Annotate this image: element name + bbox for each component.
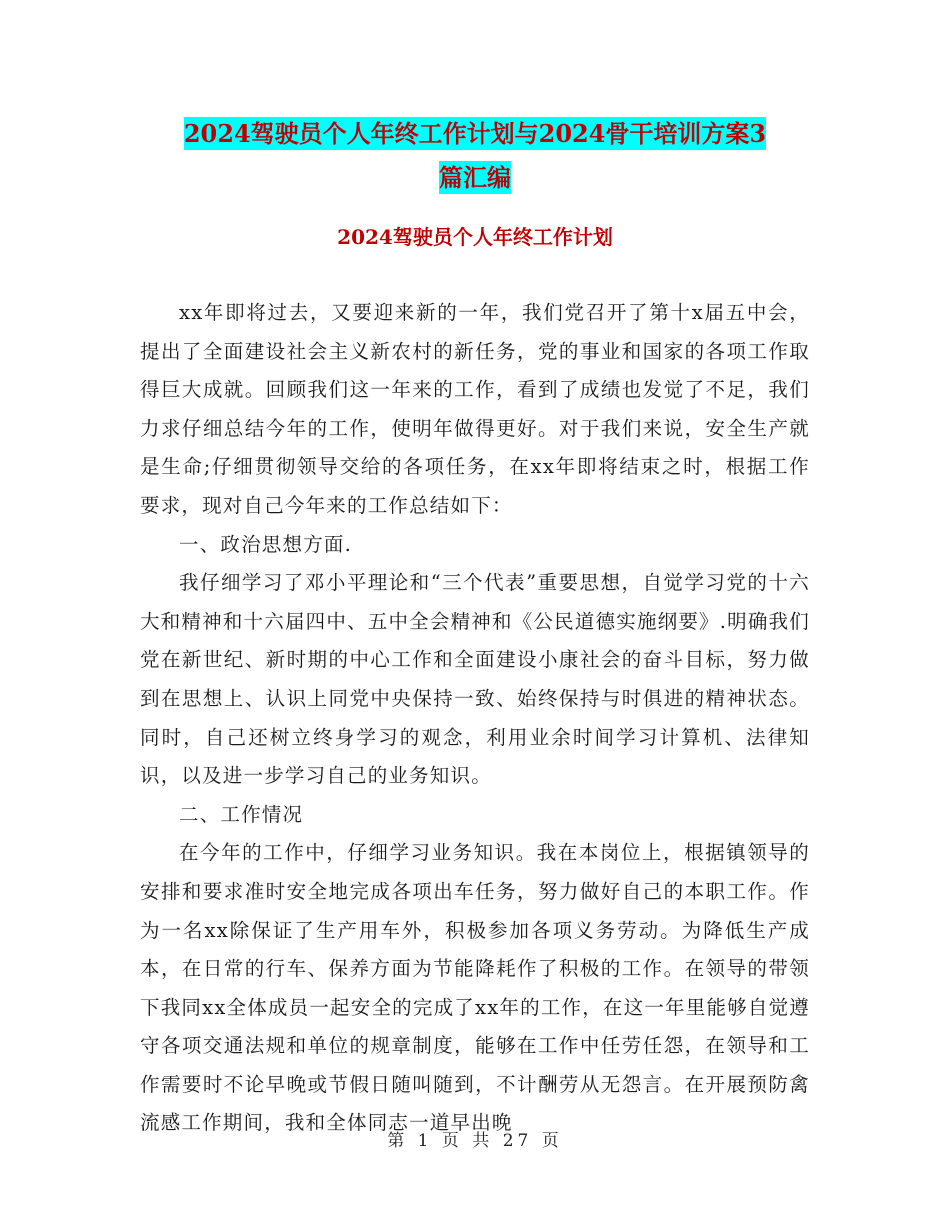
document-title-line-1: 2024驾驶员个人年终工作计划与2024骨干培训方案3 <box>183 119 767 148</box>
paragraph-work: 在今年的工作中，仔细学习业务知识。我在本岗位上，根据镇领导的安排和要求准时安全地完成各项出车任务，努力做好自己的本职工作。作为一名xx除保证了生产用车外，积极参加各项义务劳动。为降低生产成本，在日常的行车、保养方面为节能降耗作了积极的工作。在领导的带领下我同xx全体成员一起安全的完成了xx年的工作，在这一年里能够自觉遵守各项交通法规和单位的规章制度，能够在工作中任劳任怨，在领导和工作需要时不论早晚或节假日随叫随到，不计酬劳从无怨言。在开展预防禽流感工作期间，我和全体同志一道早出晚 <box>140 841 810 1135</box>
document-body <box>140 294 810 1143</box>
paragraph-politics: 我仔细学习了邓小平理论和“三个代表”重要思想，自觉学习党的十六大和精神和十六届四中、五中全会精神和《公民道德实施纲要》.明确我们党在新世纪、新时期的中心工作和全面建设小康社会的奋斗目标，努力做到在思想上、认识上同党中央保持一致、始终保持与时俱进的精神状态。同时，自己还树立终身学习的观念，利用业余时间学习计算机、法律知识，以及进一步学习自己的业务知识。 <box>140 571 810 788</box>
page-number: 第 1 页 共 27 页 <box>387 1131 563 1151</box>
document-title-line-2: 篇汇编 <box>439 163 511 192</box>
section-subtitle: 2024驾驶员个人年终工作计划 <box>337 225 613 249</box>
paragraph-heading-work: 二、工作情况 <box>179 802 304 826</box>
paragraph-heading-politics: 一、政治思想方面. <box>179 532 352 556</box>
document-title <box>140 112 810 200</box>
paragraph-intro: xx年即将过去，又要迎来新的一年，我们党召开了第十x届五中会，提出了全面建设社会主义新农村的新任务，党的事业和国家的各项工作取得巨大成就。回顾我们这一年来的工作，看到了成绩也发觉了不足，我们力求仔细总结今年的工作，使明年做得更好。对于我们来说，安全生产就是生命;仔细贯彻领导交给的各项任务，在xx年即将结束之时，根据工作要求，现对自己今年来的工作总结如下： <box>140 301 810 517</box>
